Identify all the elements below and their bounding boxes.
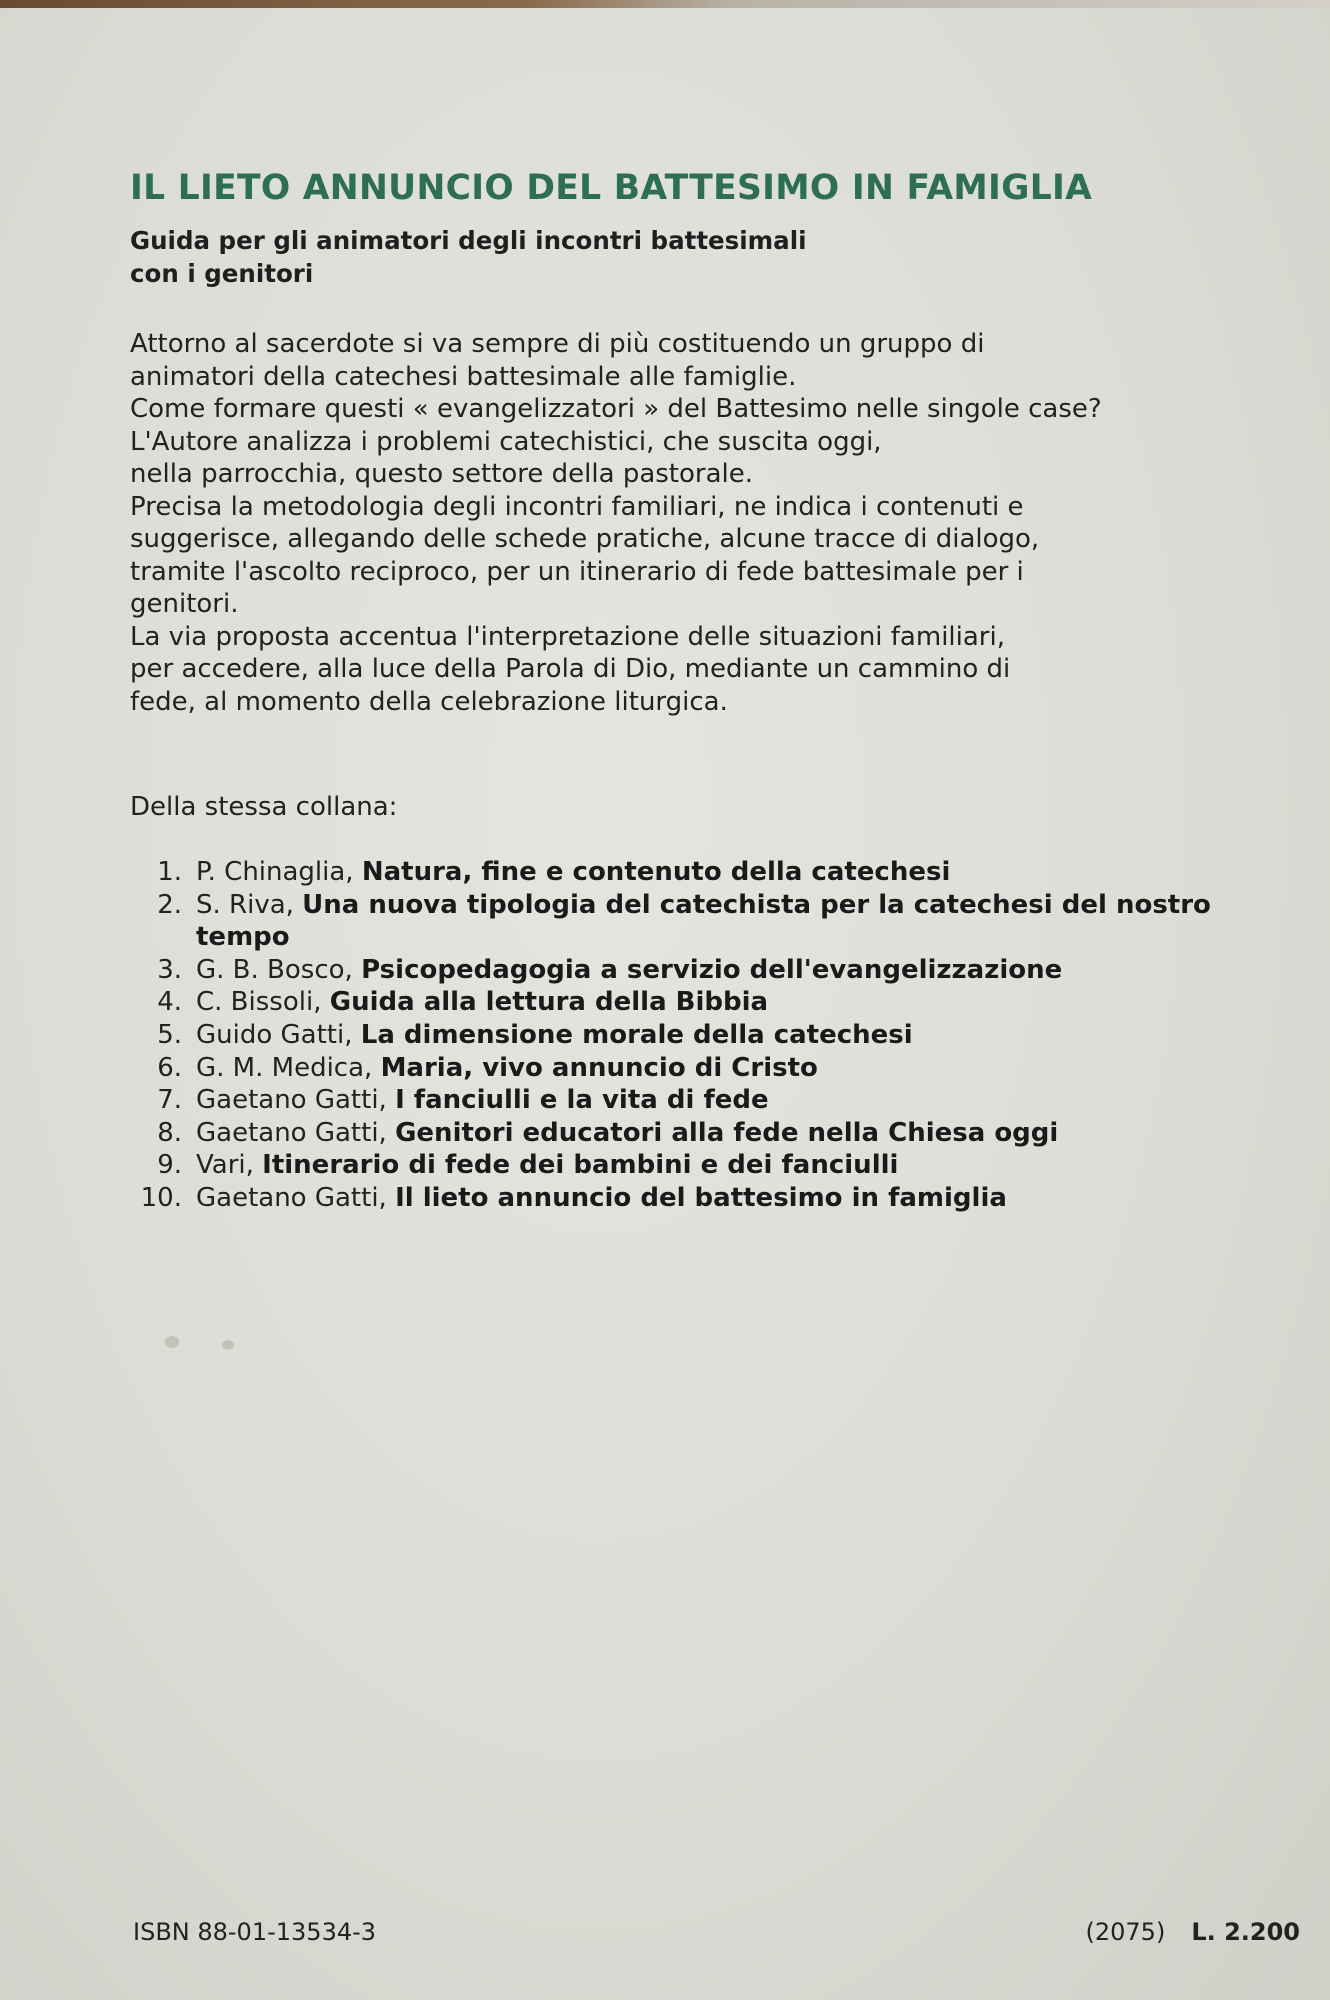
list-item xyxy=(130,986,1280,1019)
description-line: per accedere, alla luce della Parola di Dio, mediante un cammino di xyxy=(130,654,1011,684)
list-item-number: 6. xyxy=(157,1052,182,1083)
list-item-author: G. B. Bosco, xyxy=(196,954,353,985)
description-line: Come formare questi « evangelizzatori » del Battesimo nelle singole case? xyxy=(130,394,1102,424)
list-item xyxy=(130,1052,1280,1085)
list-item-number: 4. xyxy=(157,987,182,1018)
list-item-number: 5. xyxy=(157,1019,182,1050)
list-item-entry xyxy=(196,1149,1280,1182)
description-line: genitori. xyxy=(130,589,239,619)
list-item-title: Maria, vivo annuncio di Cristo xyxy=(380,1052,818,1083)
description-line: Attorno al sacerdote si va sempre di più costituendo un gruppo di xyxy=(130,329,985,359)
catalog-code: (2075) xyxy=(1085,1918,1166,1946)
description-line: nella parrocchia, questo settore della pastorale. xyxy=(130,459,754,489)
series-heading: Della stessa collana: xyxy=(130,792,398,822)
paper-stain xyxy=(222,1340,234,1350)
description-line: L'Autore analizza i problemi catechistici, che suscita oggi, xyxy=(130,426,882,457)
list-item-author: S. Riva, xyxy=(196,889,294,920)
subtitle-line: Guida per gli animatori degli incontri battesimali xyxy=(130,226,807,255)
list-item-entry xyxy=(196,1084,1280,1117)
list-item xyxy=(130,1117,1280,1150)
list-item-author: G. M. Medica, xyxy=(196,1052,373,1083)
list-item-number: 1. xyxy=(157,857,182,887)
list-item-number: 8. xyxy=(157,1117,182,1148)
list-item-title: Genitori educatori alla fede nella Chiesa oggi xyxy=(395,1117,1059,1148)
list-item-entry xyxy=(196,889,1280,954)
list-item-entry xyxy=(196,954,1280,987)
description-line: suggerisce, allegando delle schede pratiche, alcune tracce di dialogo, xyxy=(130,524,1040,554)
list-item-number: 10. xyxy=(140,1182,182,1213)
list-item-author: Gaetano Gatti, xyxy=(196,1085,387,1116)
description-line: La via proposta accentua l'interpretazione delle situazioni familiari, xyxy=(130,621,1005,652)
list-item xyxy=(130,1084,1280,1117)
price: L. 2.200 xyxy=(1191,1918,1300,1946)
list-item-title: Guida alla lettura della Bibbia xyxy=(329,987,769,1018)
list-item-number: 9. xyxy=(157,1150,182,1181)
list-item-author: Gaetano Gatti, xyxy=(196,1117,387,1148)
list-item xyxy=(130,1149,1280,1182)
paper-stain xyxy=(165,1336,179,1348)
list-item-author: Guido Gatti, xyxy=(196,1019,353,1050)
list-item-title: I fanciulli e la vita di fede xyxy=(395,1085,769,1116)
list-item-entry xyxy=(196,856,1280,889)
isbn: ISBN 88-01-13534-3 xyxy=(133,1918,377,1946)
list-item-title: Natura, fine e contenuto della catechesi xyxy=(361,857,951,887)
list-item xyxy=(130,1019,1280,1052)
series-list xyxy=(130,856,1280,1215)
list-item-number: 7. xyxy=(157,1085,182,1116)
list-item-title: Itinerario di fede dei bambini e dei fanciulli xyxy=(262,1150,899,1181)
list-item-author: P. Chinaglia, xyxy=(196,857,354,887)
list-item-title: La dimensione morale della catechesi xyxy=(360,1019,913,1050)
list-item xyxy=(130,856,1280,889)
list-item-entry xyxy=(196,1117,1280,1150)
description-line: tramite l'ascolto reciproco, per un itinerario di fede battesimale per i xyxy=(130,556,1024,587)
list-item-title: Una nuova tipologia del catechista per la catechesi del nostro tempo xyxy=(196,889,1211,953)
list-item-number: 2. xyxy=(157,889,182,920)
list-item-author: Gaetano Gatti, xyxy=(196,1182,387,1213)
book-subtitle xyxy=(130,224,807,290)
subtitle-line: con i genitori xyxy=(130,259,314,288)
description-line: animatori della catechesi battesimale alle famiglie. xyxy=(130,361,797,392)
book-title: IL LIETO ANNUNCIO DEL BATTESIMO IN FAMIGLIA xyxy=(130,168,1093,208)
list-item-title: Il lieto annuncio del battesimo in famiglia xyxy=(395,1182,1007,1213)
list-item-entry xyxy=(196,1052,1280,1085)
description-line: Precisa la metodologia degli incontri familiari, ne indica i contenuti e xyxy=(130,491,1024,522)
list-item xyxy=(130,889,1280,954)
list-item-author: C. Bissoli, xyxy=(196,987,322,1018)
price-block xyxy=(1086,1918,1301,1946)
list-item-title: Psicopedagogia a servizio dell'evangelizzazione xyxy=(361,954,1063,985)
list-item-entry xyxy=(196,986,1280,1019)
list-item-author: Vari, xyxy=(196,1150,254,1181)
book-description xyxy=(130,328,1102,718)
list-item-entry xyxy=(196,1019,1280,1052)
list-item-entry xyxy=(196,1182,1280,1215)
list-item-number: 3. xyxy=(157,954,182,985)
list-item xyxy=(130,1182,1280,1215)
list-item xyxy=(130,954,1280,987)
description-line: fede, al momento della celebrazione liturgica. xyxy=(130,686,728,717)
